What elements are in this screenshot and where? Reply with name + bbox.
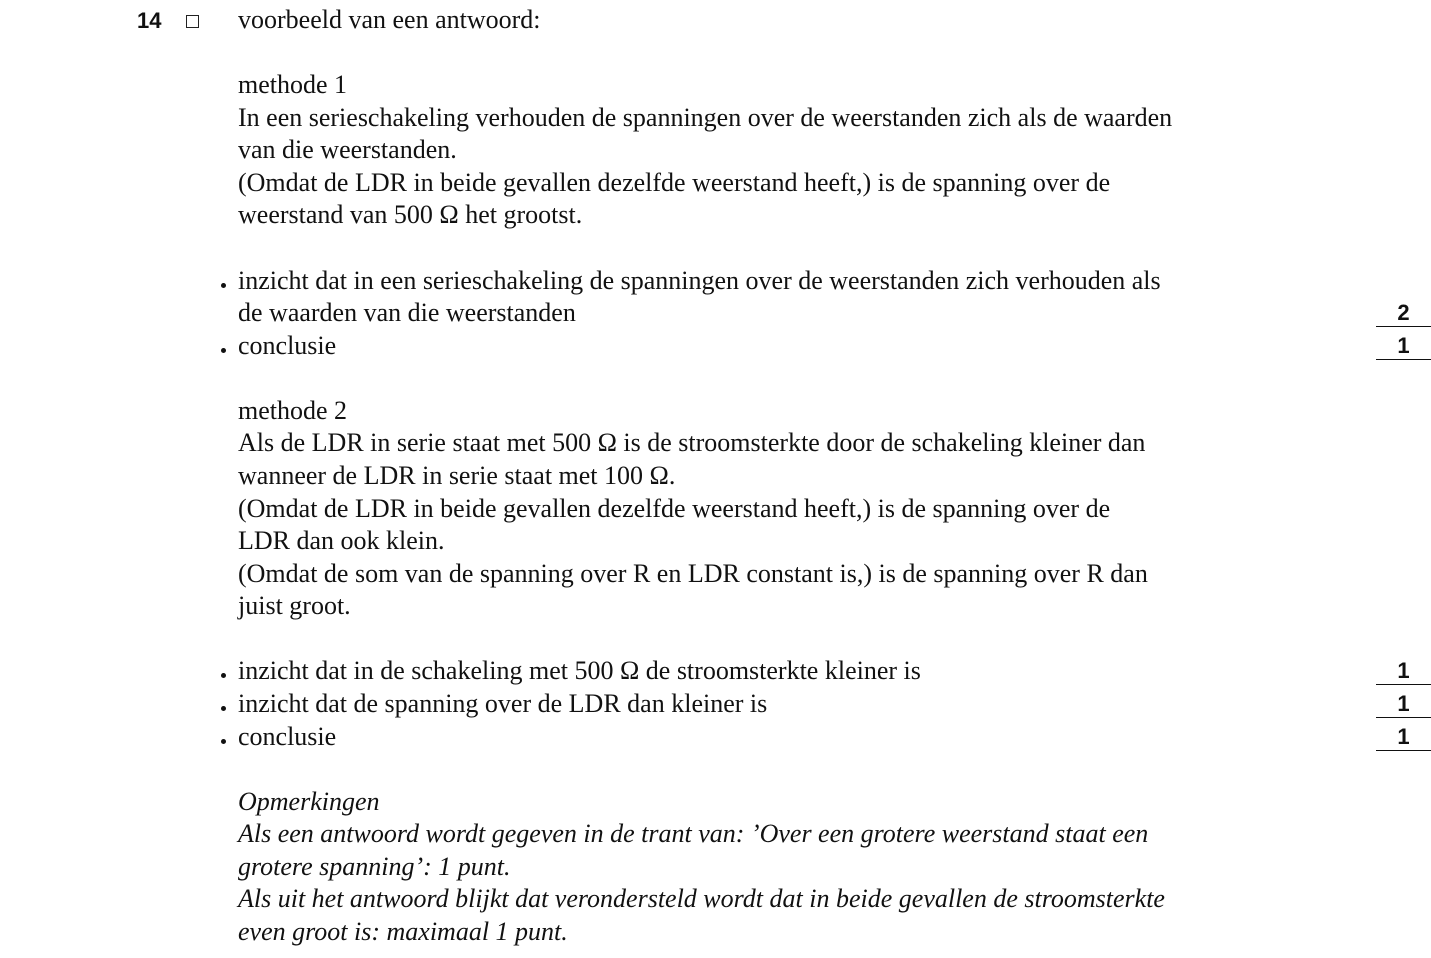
methode-1-text-line: In een serieschakeling verhouden de spanningen over de weerstanden zich als de waarden (238, 103, 1173, 132)
methode-2-text-line: wanneer de LDR in serie staat met 100 Ω. (238, 461, 676, 490)
bullet-icon (221, 348, 226, 353)
criterion-text-line: de waarden van die weerstanden (238, 298, 576, 327)
remark-text-line: even groot is: maximaal 1 punt. (238, 917, 568, 946)
score-value: 1 (1376, 690, 1431, 718)
question-number: 14 (137, 8, 162, 33)
bullet-icon (221, 706, 226, 711)
criterion-text-line: inzicht dat de spanning over de LDR dan kleiner is (238, 689, 768, 718)
remark-text-line: Als uit het antwoord blijkt dat verondersteld wordt dat in beide gevallen de stroomsterkte (238, 884, 1165, 913)
remark-text-line: Als een antwoord wordt gegeven in de trant van: ’Over een grotere weerstand staat een (238, 819, 1149, 848)
methode-2-text-line: juist groot. (238, 591, 351, 620)
bullet-icon (221, 673, 226, 678)
score-value: 2 (1376, 299, 1431, 327)
criterion-text-line: conclusie (238, 722, 337, 751)
score-value: 1 (1376, 657, 1431, 685)
methode-2-title: methode 2 (238, 396, 348, 425)
bullet-icon (221, 739, 226, 744)
remark-text-line: grotere spanning’: 1 punt. (238, 852, 511, 881)
methode-1-text-line: weerstand van 500 Ω het grootst. (238, 200, 583, 229)
criterion-text-line: inzicht dat in de schakeling met 500 Ω de stroomsterkte kleiner is (238, 656, 921, 685)
methode-1-text-line: van die weerstanden. (238, 135, 457, 164)
question-checkbox[interactable] (186, 15, 199, 28)
methode-2-text-line: LDR dan ook klein. (238, 526, 445, 555)
criterion-text-line: conclusie (238, 331, 337, 360)
answer-intro: voorbeeld van een antwoord: (238, 5, 541, 34)
score-value: 1 (1376, 332, 1431, 360)
methode-1-text-line: (Omdat de LDR in beide gevallen dezelfde weerstand heeft,) is de spanning over de (238, 168, 1111, 197)
score-value: 1 (1376, 723, 1431, 751)
bullet-icon (221, 283, 226, 288)
methode-1-title: methode 1 (238, 70, 348, 99)
methode-2-text-line: (Omdat de LDR in beide gevallen dezelfde weerstand heeft,) is de spanning over de (238, 494, 1111, 523)
criterion-text-line: inzicht dat in een serieschakeling de spanningen over de weerstanden zich verhouden als (238, 266, 1161, 295)
remarks-title: Opmerkingen (238, 787, 380, 816)
methode-2-text-line: Als de LDR in serie staat met 500 Ω is de stroomsterkte door de schakeling kleiner dan (238, 428, 1146, 457)
methode-2-text-line: (Omdat de som van de spanning over R en LDR constant is,) is de spanning over R dan (238, 559, 1148, 588)
